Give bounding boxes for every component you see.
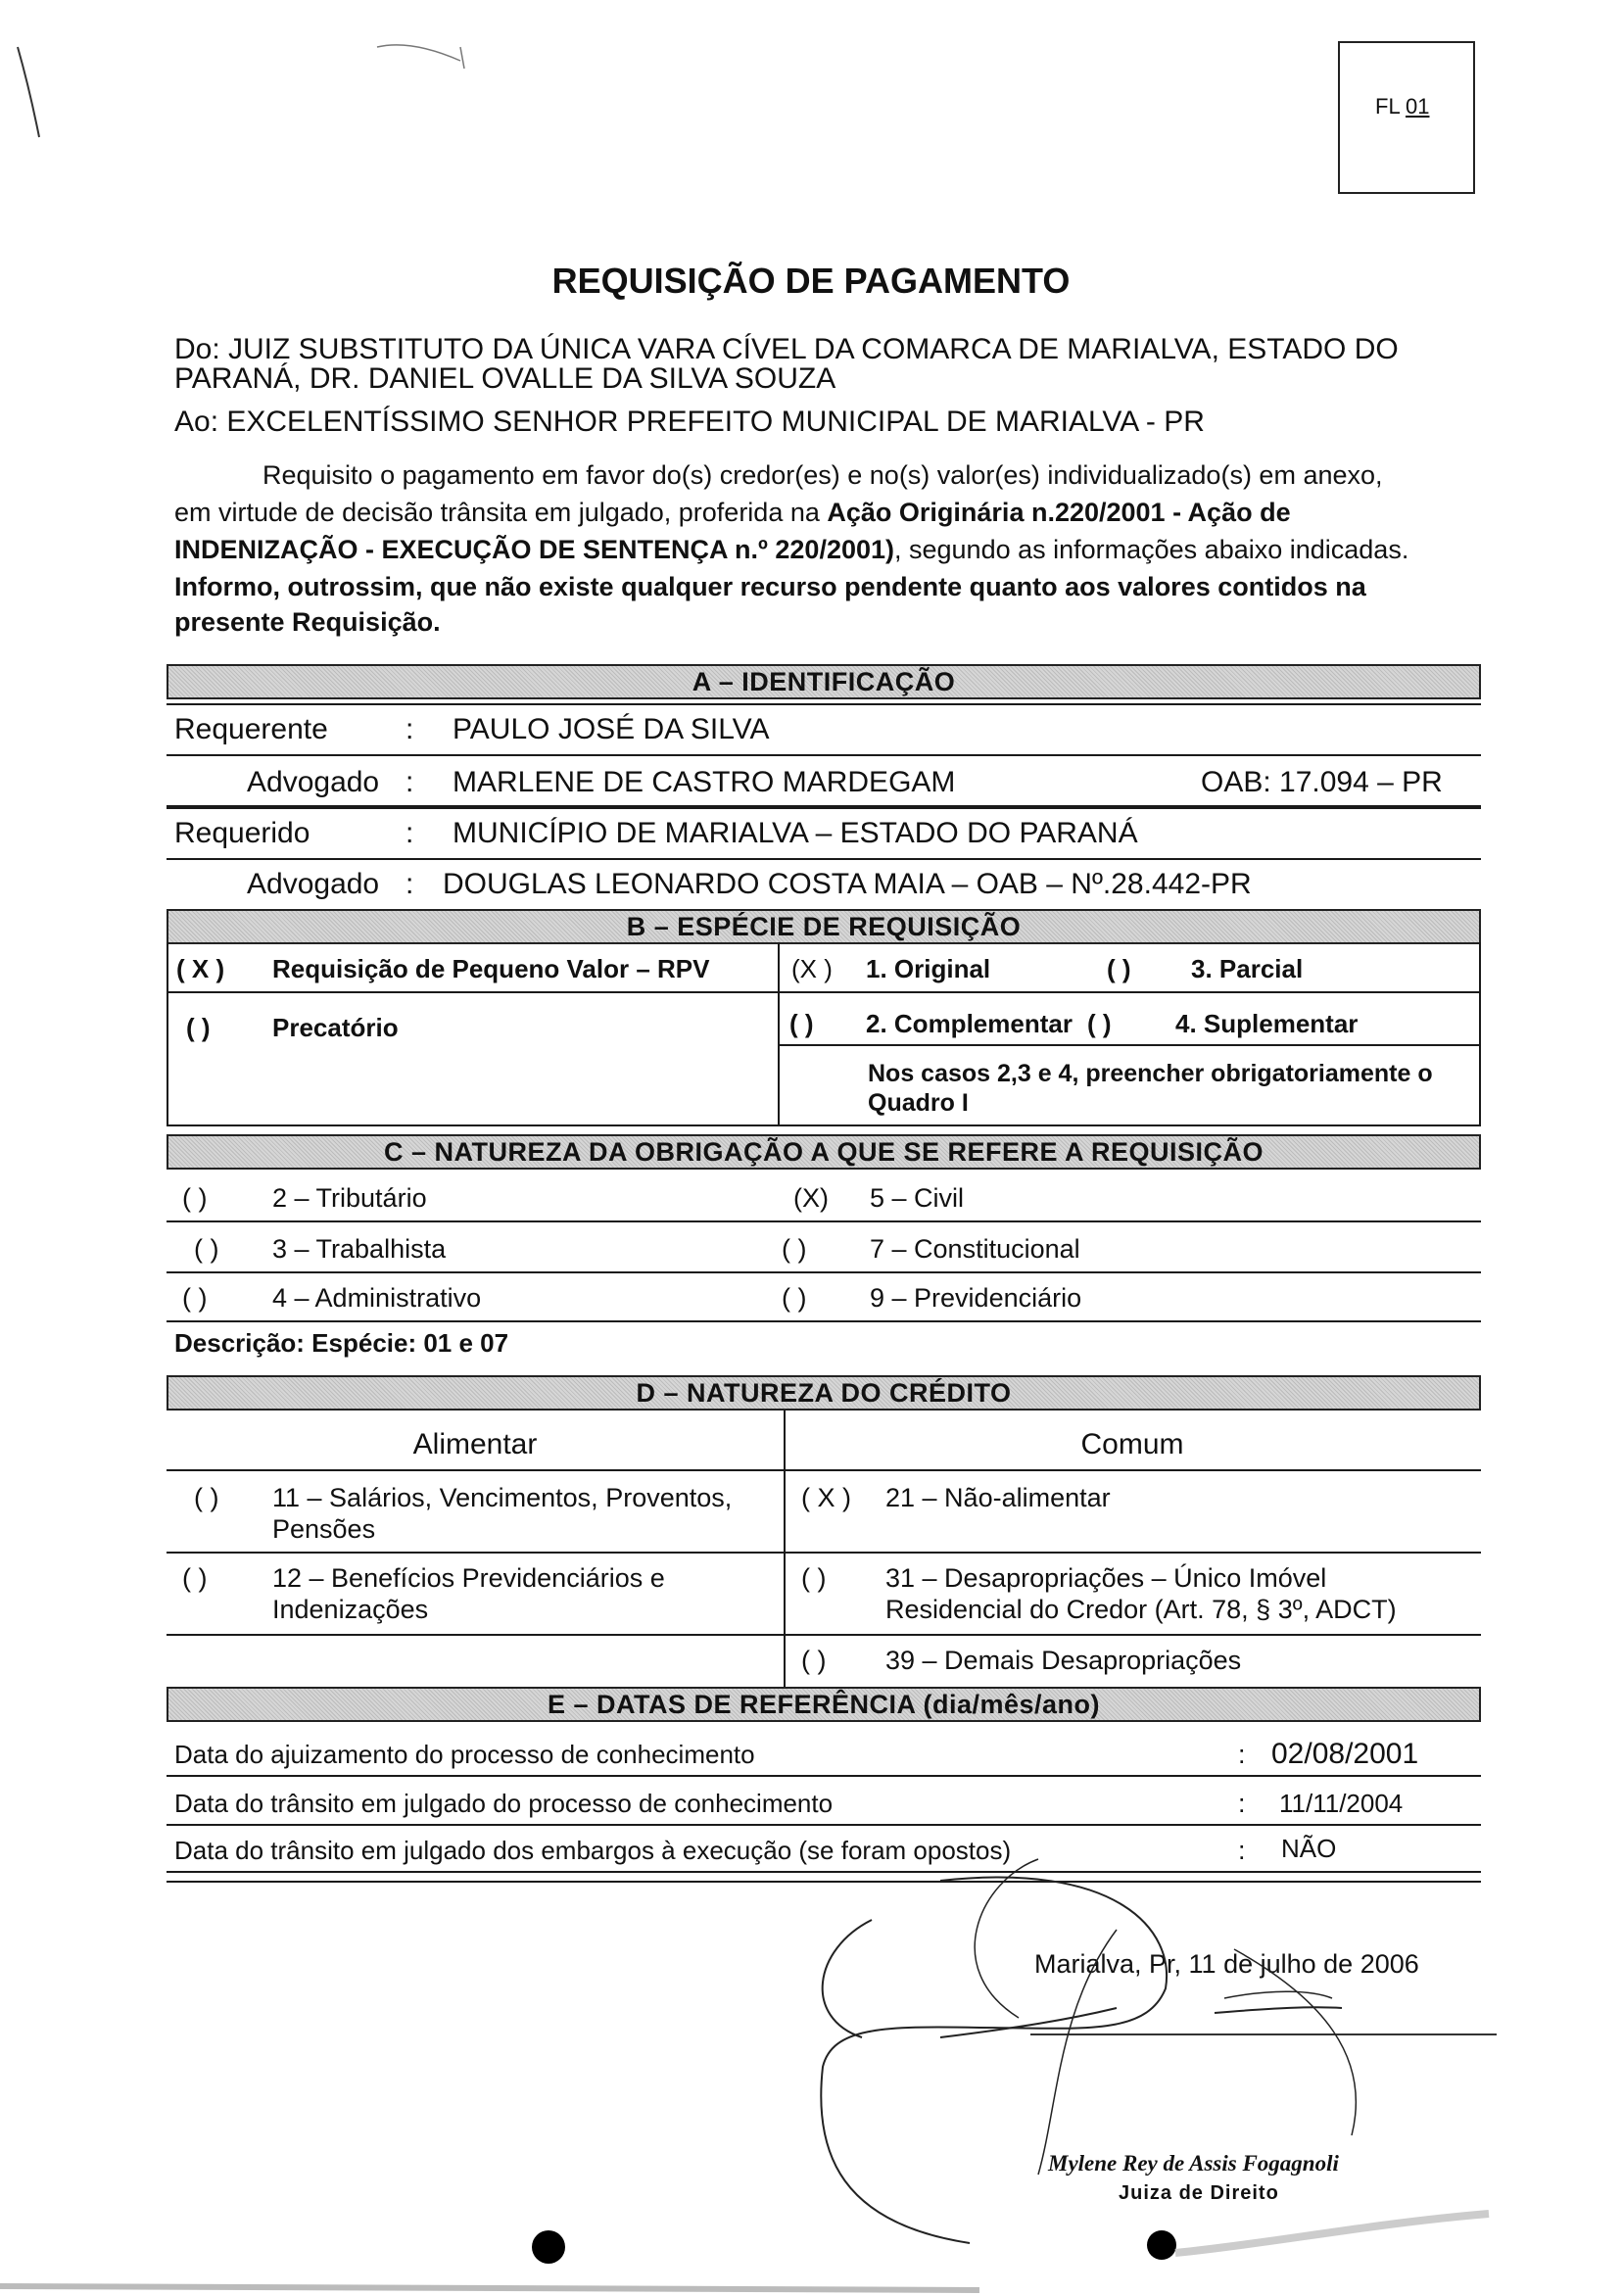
section-b-header: B – ESPÉCIE DE REQUISIÇÃO [167,909,1481,944]
page-number-label: FL [1375,94,1400,119]
descricao-especie: Descrição: Espécie: 01 e 07 [174,1328,509,1358]
obrigacao-mark: ( ) [782,1283,807,1313]
intro-line-5: presente Requisição. [174,607,441,637]
advogado-1-colon: : [406,766,414,798]
credito-mark: ( ) [182,1563,208,1593]
data-row-value: 11/11/2004 [1279,1789,1404,1818]
requerido-value: MUNICÍPIO DE MARIALVA – ESTADO DO PARANÁ [453,817,1138,849]
credito-line-1: 11 – Salários, Vencimentos, Proventos, [272,1483,733,1512]
option-2-mark: ( ) [789,1009,814,1038]
data-row-value: 02/08/2001 [1271,1738,1419,1770]
intro-line-1: Requisito o pagamento em favor do(s) credor(es) e no(s) valor(es) individualizado(s) em anexo, [262,460,1383,490]
option-4-label: 4. Suplementar [1175,1009,1359,1038]
advogado-2-label: Advogado [247,868,380,900]
sender-line-1: Do: JUIZ SUBSTITUTO DA ÚNICA VARA CÍVEL DA COMARCA DE MARIALVA, ESTADO DO [174,333,1399,365]
data-row-label: Data do ajuizamento do processo de conhecimento [174,1740,755,1769]
precatorio-label: Precatório [272,1013,399,1042]
obrigacao-label: 4 – Administrativo [272,1283,482,1313]
credito-mark: ( X ) [801,1483,851,1512]
data-row-colon: : [1238,1836,1246,1865]
intro-line-4: Informo, outrossim, que não existe qualquer recurso pendente quanto aos valores contidos na [174,572,1366,601]
section-a-header: A – IDENTIFICAÇÃO [167,664,1481,699]
alimentar-column-header: Alimentar [412,1428,538,1460]
credito-line-2: Residencial do Credor (Art. 78, § 3º, ADCT) [885,1595,1397,1624]
credito-line-1: 39 – Demais Desapropriações [885,1646,1242,1675]
comum-column-header: Comum [1080,1428,1184,1460]
judge-name-stamp: Mylene Rey de Assis Fogagnoli [1048,2151,1339,2176]
sender-line-2: PARANÁ, DR. DANIEL OVALLE DA SILVA SOUZA [174,362,836,395]
credito-line-1: 12 – Benefícios Previdenciários e [272,1563,665,1593]
data-row-colon: : [1238,1789,1246,1818]
requerente-label: Requerente [174,713,328,745]
data-row-colon: : [1238,1740,1246,1769]
option-3-label: 3. Parcial [1191,954,1304,983]
section-d-header: D – NATUREZA DO CRÉDITO [167,1375,1481,1411]
intro-line-2: em virtude de decisão trânsita em julgado, proferida na Ação Originária n.220/2001 - Ação de [174,498,1291,527]
precatorio-mark: ( ) [186,1013,211,1042]
judge-role-stamp: Juiza de Direito [1119,2182,1279,2204]
credito-mark: ( ) [194,1483,219,1512]
obrigacao-label: 2 – Tributário [272,1183,427,1213]
section-e-header: E – DATAS DE REFERÊNCIA (dia/mês/ano) [167,1687,1481,1722]
obrigacao-mark: ( ) [194,1234,219,1264]
data-row-label: Data do trânsito em julgado dos embargos à execução (se foram opostos) [174,1836,1012,1865]
advogado-2-value: DOUGLAS LEONARDO COSTA MAIA – OAB – Nº.28.442-PR [443,868,1252,900]
credito-line-1: 31 – Desapropriações – Único Imóvel [885,1563,1327,1593]
note-line-1: Nos casos 2,3 e 4, preencher obrigatoriamente o [868,1060,1433,1087]
recipient-line: Ao: EXCELENTÍSSIMO SENHOR PREFEITO MUNICIPAL DE MARIALVA - PR [174,406,1205,438]
credito-mark: ( ) [801,1646,827,1675]
obrigacao-mark: ( ) [182,1183,208,1213]
advogado-1-value: MARLENE DE CASTRO MARDEGAM [453,766,956,798]
obrigacao-label: 7 – Constitucional [870,1234,1080,1264]
credito-mark: ( ) [801,1563,827,1593]
obrigacao-mark: ( ) [182,1283,208,1313]
requerido-label: Requerido [174,817,310,849]
requerente-colon: : [406,713,414,745]
credito-line-2: Indenizações [272,1595,429,1624]
option-1-label: 1. Original [866,954,991,983]
requerente-value: PAULO JOSÉ DA SILVA [453,713,770,745]
data-row-value: NÃO [1281,1834,1337,1863]
note-line-2: Quadro I [868,1089,969,1117]
credito-line-1: 21 – Não-alimentar [885,1483,1111,1512]
option-4-mark: ( ) [1087,1009,1112,1038]
document-title: REQUISIÇÃO DE PAGAMENTO [551,261,1071,301]
data-row-label: Data do trânsito em julgado do processo de conhecimento [174,1789,834,1818]
intro-line-3: INDENIZAÇÃO - EXECUÇÃO DE SENTENÇA n.º 220/2001), segundo as informações abaixo indicadas. [174,535,1409,564]
rpv-mark: ( X ) [176,954,225,983]
credito-line-2: Pensões [272,1514,376,1544]
option-2-label: 2. Complementar [866,1009,1073,1038]
rpv-label: Requisição de Pequeno Valor – RPV [272,954,710,983]
place-and-date: Marialva, Pr, 11 de julho de 2006 [1034,1949,1419,1979]
option-1-mark: (X ) [791,954,833,983]
requerido-colon: : [406,817,414,849]
advogado-1-oab: OAB: 17.094 – PR [1201,766,1443,798]
option-3-mark: ( ) [1107,954,1131,983]
section-c-header: C – NATUREZA DA OBRIGAÇÃO A QUE SE REFERE A REQUISIÇÃO [167,1134,1481,1170]
obrigacao-label: 3 – Trabalhista [272,1234,447,1264]
advogado-1-label: Advogado [247,766,380,798]
obrigacao-label: 5 – Civil [870,1183,965,1213]
advogado-2-colon: : [406,868,414,900]
obrigacao-mark: (X) [793,1183,829,1213]
obrigacao-mark: ( ) [782,1234,807,1264]
obrigacao-label: 9 – Previdenciário [870,1283,1082,1313]
page-number-value: 01 [1405,94,1430,119]
